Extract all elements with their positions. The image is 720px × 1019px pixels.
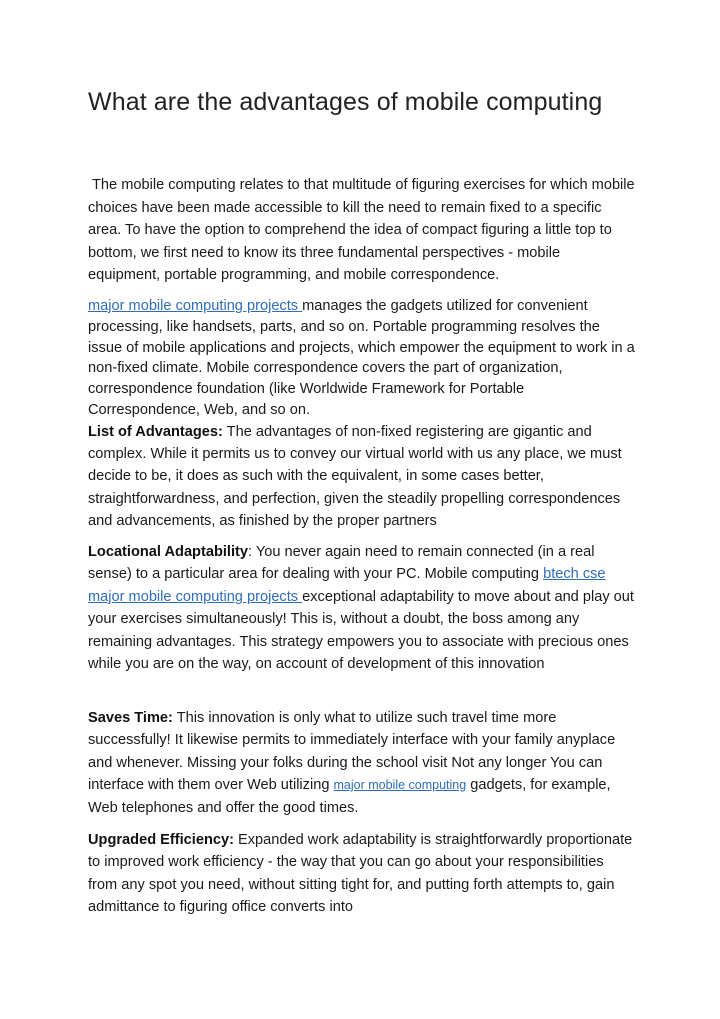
saves-time-text-before: This innovation is only what to utilize such travel time more successfully! It likewise permits to immediately interface with your family anyplace and whenever. Missing your folks during the school visit Not any longer You can interface with them over Web utilizing [88, 710, 616, 794]
hardware-text: manages the gadgets utilized for convenient processing, like handsets, parts, and so on. Portable programming resolves the issue of mobile applications and projects, which empower the equipment to work in a non-fixed climate. Mobile correspondence covers the part of organization, correspondence foundation (like Worldwide Framework for Portable Correspondence, Web, and so on. [88, 298, 635, 418]
efficiency-text: Expanded work adaptability is straightforwardly proportionate to improved work efficiency - the way that you can go about your responsibilities from any spot you need, without sitting tight for, and putting forth attempts to, gain admittance to figuring office converts into [88, 832, 633, 916]
btech-projects-link[interactable]: btech cse major mobile computing projects [88, 566, 606, 605]
major-projects-link[interactable]: major mobile computing projects [88, 298, 303, 314]
locational-text-before: : You never again need to remain connected (in a real sense) to a particular area for dealing with your PC. Mobile computing [88, 544, 595, 583]
locational-paragraph [88, 541, 636, 675]
saves-time-text-after: gadgets, for example, Web telephones and offer the good times. [88, 777, 611, 816]
intro-text: The mobile computing relates to that multitude of figuring exercises for which mobile choices have been made accessible to kill the need to remain fixed to a specific area. To have the option to comprehend the idea of compact figuring a little top to bottom, we first need to know its three fundamental perspectives - mobile equipment, portable programming, and mobile correspondence. [88, 177, 635, 283]
locational-text-after: exceptional adaptability to move about and play out your exercises simultaneously! This is, without a doubt, the boss among any remaining advantages. This strategy empowers you to associate with precious ones while you are on the way, on account of development of this innovation [88, 588, 634, 673]
hardware-paragraph [88, 296, 636, 421]
advantages-paragraph [88, 421, 636, 532]
advantages-text: The advantages of non-fixed registering are gigantic and complex. While it permits us to convey our virtual world with us any place, we must decide to be, it does as such with the equivalent, in some cases better, straightforwardness, and perfection, given the steadily propelling correspondences and advancements, as finished by the proper partners [88, 424, 622, 529]
mobile-computing-link[interactable]: major mobile computing [333, 778, 467, 793]
efficiency-heading: Upgraded Efficiency: [88, 832, 234, 848]
saves-time-heading: Saves Time: [88, 710, 173, 726]
advantages-heading: List of Advantages: [88, 424, 223, 440]
intro-paragraph [88, 174, 636, 287]
efficiency-paragraph [88, 829, 636, 919]
locational-heading: Locational Adaptability [88, 544, 249, 560]
page-title: What are the advantages of mobile computing [88, 88, 603, 116]
saves-time-paragraph [88, 707, 636, 819]
